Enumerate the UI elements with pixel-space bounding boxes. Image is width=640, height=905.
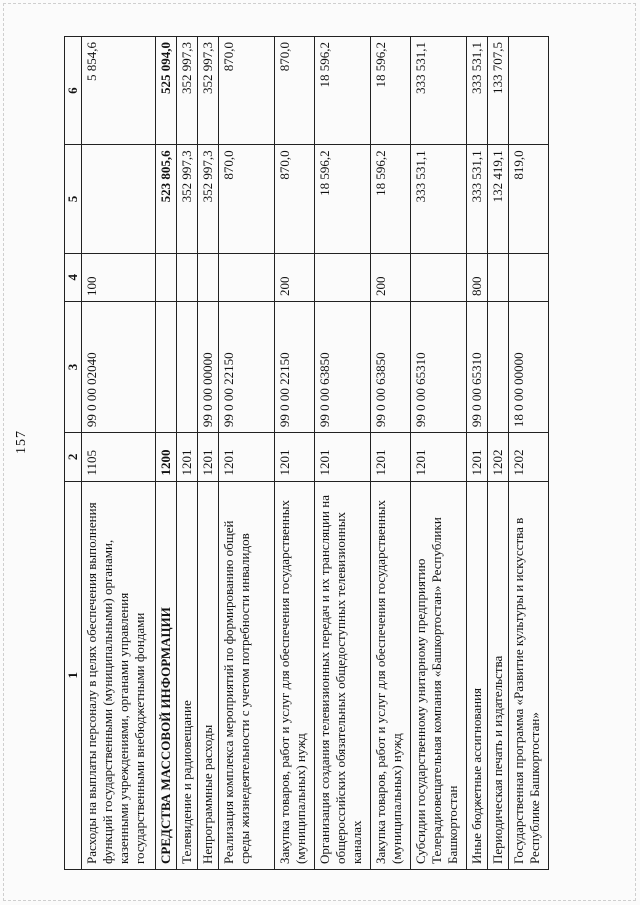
row-expense-type-cell	[509, 253, 549, 301]
table-row	[275, 37, 315, 870]
budget-table-container	[64, 36, 558, 870]
table-row	[467, 37, 488, 870]
row-name-cell: Государственная программа «Развитие культуры и искусства в Республике Башкортостан»	[509, 481, 549, 869]
row-target-code-cell	[488, 301, 509, 432]
row-name-cell: Закупка товаров, работ и услуг для обеспечения государственных (муниципальных) нужд	[275, 481, 315, 869]
table-row	[488, 37, 509, 870]
table-row	[82, 37, 156, 870]
row-expense-type-cell	[411, 253, 467, 301]
row-amount-col6-cell: 870,0	[219, 37, 275, 145]
row-expense-type-cell	[156, 253, 177, 301]
row-amount-col6-cell: 18 596,2	[315, 37, 371, 145]
row-name-cell: Расходы на выплаты персоналу в целях обеспечения выполнения функций государственными (муниципальными) органами, казенными учреждениями, органами управления государственными внебюджетными фондами	[82, 481, 156, 869]
row-section-cell: 1201	[198, 433, 219, 481]
table-row	[156, 37, 177, 870]
row-section-cell: 1202	[509, 433, 549, 481]
row-amount-col6-cell: 352 997,3	[177, 37, 198, 145]
row-expense-type-cell	[198, 253, 219, 301]
table-row	[177, 37, 198, 870]
row-amount-col5-cell: 819,0	[509, 145, 549, 253]
row-target-code-cell: 99 0 00 63850	[371, 301, 411, 432]
row-name-cell: Закупка товаров, работ и услуг для обеспечения государственных (муниципальных) нужд	[371, 481, 411, 869]
row-section-cell: 1202	[488, 433, 509, 481]
table-row	[371, 37, 411, 870]
row-target-code-cell: 99 0 00 22150	[275, 301, 315, 432]
row-target-code-cell: 99 0 00 63850	[315, 301, 371, 432]
row-target-code-cell	[177, 301, 198, 432]
row-amount-col6-cell: 133 707,5	[488, 37, 509, 145]
row-target-code-cell: 99 0 00 65310	[467, 301, 488, 432]
row-target-code-cell: 18 0 00 00000	[509, 301, 549, 432]
row-name-cell: Реализация комплекса мероприятий по формированию общей среды жизнедеятельности с учетом потребности инвалидов	[219, 481, 275, 869]
row-target-code-cell	[156, 301, 177, 432]
header-col-2: 2	[65, 433, 82, 481]
row-amount-col6-cell: 333 531,1	[411, 37, 467, 145]
row-amount-col5-cell: 18 596,2	[315, 145, 371, 253]
row-amount-col6-cell: 18 596,2	[371, 37, 411, 145]
row-target-code-cell: 99 0 00 02040	[82, 301, 156, 432]
row-expense-type-cell	[219, 253, 275, 301]
budget-table	[64, 36, 549, 870]
row-name-cell: Субсидии государственному унитарному предприятию Телерадиовещательная компания «Башкортостан» Республики Башкортостан	[411, 481, 467, 869]
row-expense-type-cell	[488, 253, 509, 301]
row-expense-type-cell: 800	[467, 253, 488, 301]
row-target-code-cell: 99 0 00 00000	[198, 301, 219, 432]
row-expense-type-cell: 100	[82, 253, 156, 301]
row-name-cell: Организация создания телевизионных передач и их трансляции на общероссийских обязательных общедоступных телевизионных каналах	[315, 481, 371, 869]
header-col-6: 6	[65, 37, 82, 145]
table-row	[219, 37, 275, 870]
row-amount-col5-cell: 523 805,6	[156, 145, 177, 253]
table-row	[198, 37, 219, 870]
table-row	[315, 37, 371, 870]
row-name-cell: Иные бюджетные ассигнования	[467, 481, 488, 869]
row-name-cell: Телевидение и радиовещание	[177, 481, 198, 869]
page-number: 157	[14, 430, 29, 454]
row-name-cell: Непрограммные расходы	[198, 481, 219, 869]
row-expense-type-cell	[315, 253, 371, 301]
header-row	[65, 37, 82, 870]
table-body	[82, 37, 549, 870]
row-name-cell: СРЕДСТВА МАССОВОЙ ИНФОРМАЦИИ	[156, 481, 177, 869]
row-target-code-cell: 99 0 00 22150	[219, 301, 275, 432]
row-expense-type-cell: 200	[275, 253, 315, 301]
row-amount-col5-cell: 333 531,1	[411, 145, 467, 253]
row-section-cell: 1201	[219, 433, 275, 481]
row-section-cell: 1105	[82, 433, 156, 481]
row-section-cell: 1201	[467, 433, 488, 481]
row-section-cell: 1201	[275, 433, 315, 481]
header-col-3: 3	[65, 301, 82, 432]
header-col-1: 1	[65, 481, 82, 869]
row-section-cell: 1201	[371, 433, 411, 481]
row-expense-type-cell	[177, 253, 198, 301]
row-amount-col5-cell: 352 997,3	[177, 145, 198, 253]
row-name-cell: Периодическая печать и издательства	[488, 481, 509, 869]
table-row	[411, 37, 467, 870]
row-amount-col6-cell: 870,0	[275, 37, 315, 145]
row-amount-col5-cell: 333 531,1	[467, 145, 488, 253]
row-amount-col6-cell: 525 094,0	[156, 37, 177, 145]
row-amount-col5-cell	[82, 145, 156, 253]
header-col-4: 4	[65, 253, 82, 301]
row-section-cell: 1201	[177, 433, 198, 481]
row-amount-col5-cell: 352 997,3	[198, 145, 219, 253]
row-amount-col6-cell: 333 531,1	[467, 37, 488, 145]
row-amount-col5-cell: 132 419,1	[488, 145, 509, 253]
row-amount-col5-cell: 870,0	[219, 145, 275, 253]
row-target-code-cell: 99 0 00 65310	[411, 301, 467, 432]
row-amount-col6-cell	[509, 37, 549, 145]
row-section-cell: 1201	[315, 433, 371, 481]
row-section-cell: 1201	[411, 433, 467, 481]
row-section-cell: 1200	[156, 433, 177, 481]
row-amount-col5-cell: 18 596,2	[371, 145, 411, 253]
row-amount-col6-cell: 5 854,6	[82, 37, 156, 145]
table-row	[509, 37, 549, 870]
row-amount-col6-cell: 352 997,3	[198, 37, 219, 145]
row-expense-type-cell: 200	[371, 253, 411, 301]
header-col-5: 5	[65, 145, 82, 253]
row-amount-col5-cell: 870,0	[275, 145, 315, 253]
